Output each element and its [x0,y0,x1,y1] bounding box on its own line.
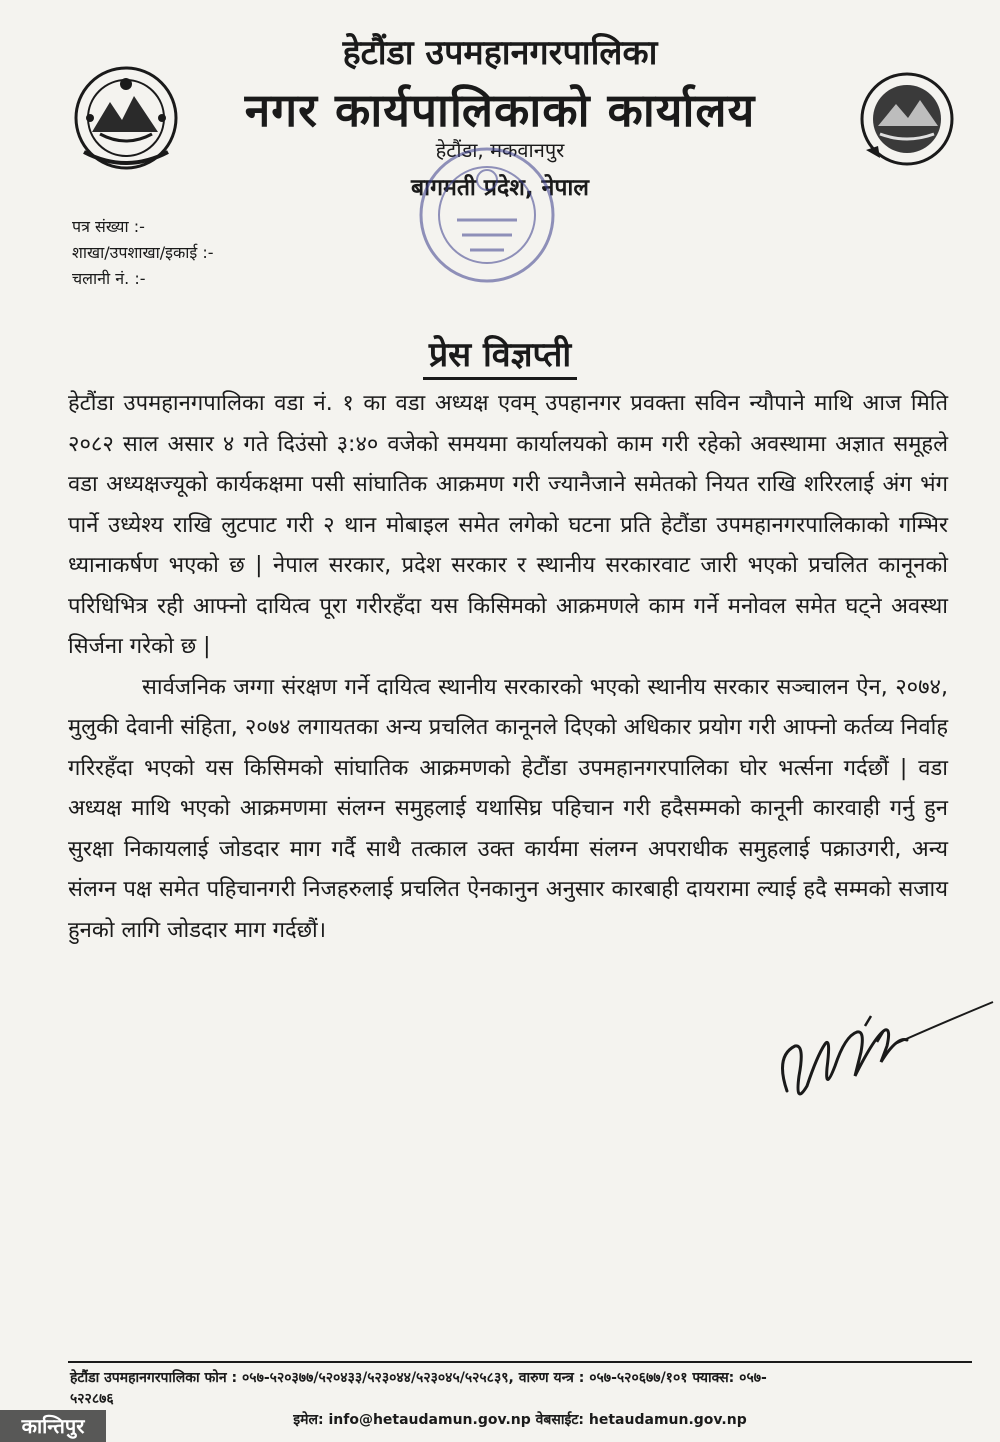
press-release-title [0,330,1000,376]
footer-fax-continuation: ५२२८७६ [70,1391,114,1407]
dispatch-number-label: चलानी नं. :- [72,269,146,288]
office-stamp-icon [412,140,562,290]
paragraph-2: सार्वजनिक जग्गा संरक्षण गर्ने दायित्व स्थानीय सरकारको भएको स्थानीय सरकार सञ्चालन ऐन, २०७४, मुलुकी देवानी संहिता, २०७४ लगायतका अन्य प्रचलित कानूनले दिएको अधिकार प्रयोग गरी आफ्नो कर्तव्य निर्वाह गरिरहँदा भएको यस किसिमको सांघातिक आक्रमणको हेटौंडा उपमहानगरपालिका घोर भर्त्सना गर्दछौं | वडा अध्यक्ष माथि भएको आक्रमणमा संलग्न समुहलाई यथासिघ्र पहिचान गरी हदैसम्मको कानूनी कारवाही गर्नु हुन सुरक्षा निकायलाई जोडदार माग गर्दै साथै तत्काल उक्त कार्यमा संलग्न अपराधीक समुहलाई पक्राउगरी, अन्य संलग्न पक्ष समेत पहिचानगरी निजहरुलाई प्रचलित ऐनकानुन अनुसार कारबाही दायरामा ल्याई हदै सम्मको सजाय हुनको लागि जोडदार माग गर्दछौं। [68,674,948,943]
press-release-body [68,384,948,951]
footer-email-website: इमेल: info@hetaudamun.gov.np वेबसाईट: hetaudamun.gov.np [293,1412,747,1428]
footer-contact [70,1368,970,1431]
letter-meta [72,214,214,292]
branch-label: शाखा/उपशाखा/इकाई :- [72,243,214,262]
paragraph-1: हेटौंडा उपमहानगपालिका वडा नं. १ का वडा अध्यक्ष एवम् उपहानगर प्रवक्ता सविन न्यौपाने माथि आज मिति २०८२ साल असार ४ गते दिउंसो ३:४० वजेको समयमा कार्यालयको काम गरी रहेको अवस्थामा अज्ञात समूहले वडा अध्यक्षज्यूको कार्यकक्षमा पसी सांघातिक आक्रमण गरी ज्यानैजाने समेतको नियत राखि शरिरलाई अंग भंग पार्ने उध्येश्य राखि लुटपाट गरी २ थान मोबाइल समेत लगेको घटना प्रति हेटौंडा उपमहानगरपालिकाको गम्भिर ध्यानाकर्षण भएको छ | नेपाल सरकार, प्रदेश सरकार र स्थानीय सरकारवाट जारी भएको प्रचलित कानूनको परिधिभित्र रही आफ्नो दायित्व पूरा गरीरहँदा यस किसिमको आक्रमणले काम गर्ने मनोवल समेत घट्ने अवस्था सिर्जना गरेको छ | [68,391,948,659]
source-watermark: कान्तिपुर [0,1410,106,1442]
title-text: प्रेस विज्ञप्ती [423,335,577,380]
office-name: नगर कार्यपालिकाको कार्यालय [244,83,756,137]
signature-image [765,996,995,1126]
footer-divider [68,1361,972,1363]
district-line: हेटौंडा, मकवानपुर [435,138,565,162]
letter-number-label: पत्र संख्या :- [72,217,145,236]
province-line: बागमती प्रदेश, नेपाल [411,175,589,201]
municipality-name: हेटौंडा उपमहानगरपालिका [342,33,658,73]
footer-phone-line: हेटौंडा उपमहानगरपालिका फोन : ०५७-५२०३७७/५२०४३३/५२३०४४/५२३०४५/५२५८३९, वारुण यन्त्र : ०५७-५२०६७७/१०१ फ्याक्स: ०५७- [70,1370,767,1386]
